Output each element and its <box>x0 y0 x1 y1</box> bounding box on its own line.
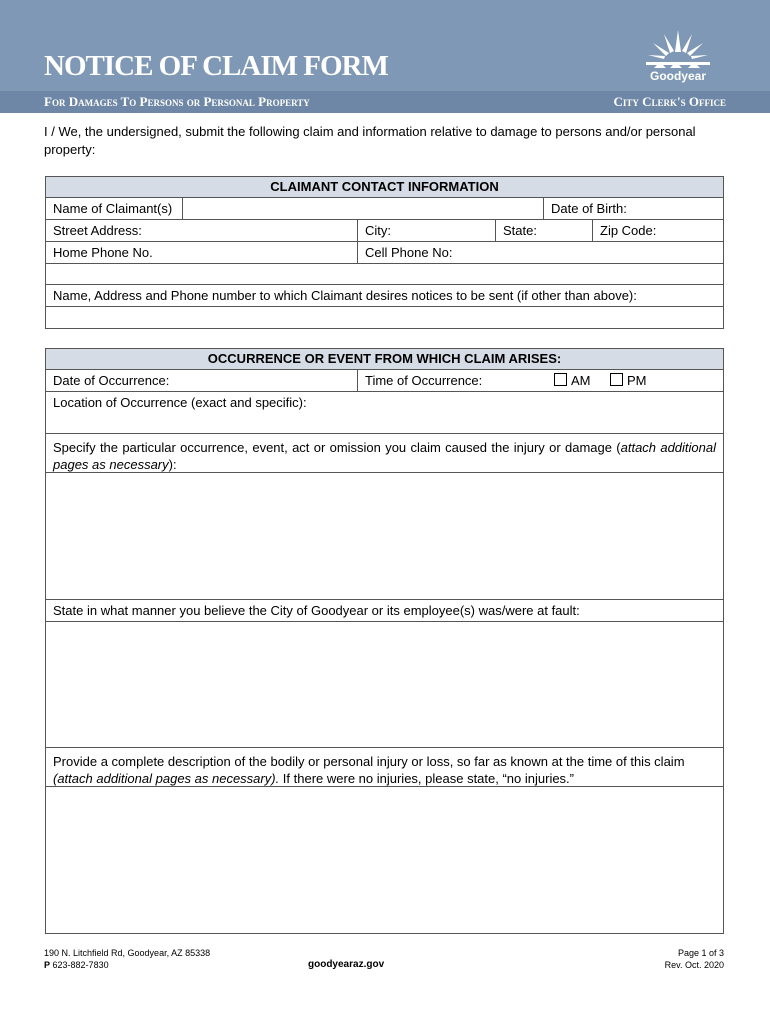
form-title: NOTICE OF CLAIM FORM <box>44 50 388 82</box>
section-heading: CLAIMANT CONTACT INFORMATION <box>46 177 723 198</box>
footer-phone-line <box>44 959 210 971</box>
phone-row <box>46 242 723 264</box>
home-phone-field[interactable]: Home Phone No. <box>53 245 153 260</box>
location-field[interactable] <box>46 392 723 434</box>
revision-date: Rev. Oct. 2020 <box>664 960 724 970</box>
fault-label-row <box>46 600 723 622</box>
cell-phone-field[interactable]: Cell Phone No: <box>357 242 723 263</box>
footer-address-block <box>44 947 210 971</box>
city-field[interactable]: City: <box>357 220 495 241</box>
page-number: Page 1 of 3 <box>677 948 724 958</box>
am-option[interactable] <box>554 370 591 391</box>
pm-checkbox[interactable] <box>610 373 623 386</box>
time-of-occurrence-field[interactable] <box>357 370 723 391</box>
claimant-name-field[interactable] <box>182 198 543 219</box>
street-address-field[interactable]: Street Address: <box>53 223 142 238</box>
pm-option[interactable] <box>610 370 647 391</box>
describe-label: Provide a complete description of the bodily or personal injury or loss, so far as known at the time of this claim (attach additional pages as necessary). If there were no injuries, please state, “no injuries.” <box>53 754 685 786</box>
occurrence-section <box>45 348 724 934</box>
form-subtitle: For Damages To Persons or Personal Property <box>44 94 310 109</box>
describe-label-row <box>46 748 723 787</box>
notice-address-label-row <box>46 285 723 307</box>
fault-answer-field[interactable] <box>46 622 723 748</box>
specify-answer-field[interactable] <box>46 473 723 600</box>
section-heading: OCCURRENCE OR EVENT FROM WHICH CLAIM ARISES: <box>46 349 723 370</box>
state-field[interactable]: State: <box>495 220 592 241</box>
claimant-contact-section <box>45 176 724 329</box>
specify-label: Specify the particular occurrence, event, act or omission you claim caused the injury or damage (attach additional pages as necessary): <box>53 440 716 472</box>
location-label: Location of Occurrence (exact and specific): <box>53 395 307 410</box>
pm-label: PM <box>627 373 647 388</box>
describe-answer-field[interactable] <box>46 787 723 933</box>
date-of-birth-field[interactable]: Date of Birth: <box>543 198 723 219</box>
fault-label: State in what manner you believe the City of Goodyear or its employee(s) was/were at fault: <box>53 603 580 618</box>
claimant-name-label: Name of Claimant(s) <box>53 201 173 216</box>
time-of-occurrence-label: Time of Occurrence: <box>365 373 483 388</box>
footer-website[interactable]: goodyearaz.gov <box>308 959 385 970</box>
address-row <box>46 220 723 242</box>
footer-address: 190 N. Litchfield Rd, Goodyear, AZ 85338 <box>44 948 211 958</box>
date-of-occurrence-field[interactable]: Date of Occurrence: <box>53 373 170 388</box>
footer-phone-prefix: P <box>44 960 51 970</box>
intro-text: I / We, the undersigned, submit the following claim and information relative to damage to persons and/or personal property: <box>44 124 696 157</box>
am-label: AM <box>571 373 591 388</box>
zip-code-field[interactable]: Zip Code: <box>592 220 723 241</box>
date-time-row <box>46 370 723 392</box>
am-checkbox[interactable] <box>554 373 567 386</box>
office-name: City Clerk's Office <box>613 94 726 109</box>
notice-address-field[interactable] <box>46 307 723 328</box>
specify-label-row <box>46 434 723 473</box>
footer-phone: 623-882-7830 <box>52 960 109 970</box>
name-dob-row <box>46 198 723 220</box>
logo-text: Goodyear <box>649 69 706 83</box>
blank-row[interactable] <box>46 264 723 285</box>
footer-page-info <box>665 947 724 971</box>
notice-address-label: Name, Address and Phone number to which Claimant desires notices to be sent (if other than above): <box>53 288 637 303</box>
